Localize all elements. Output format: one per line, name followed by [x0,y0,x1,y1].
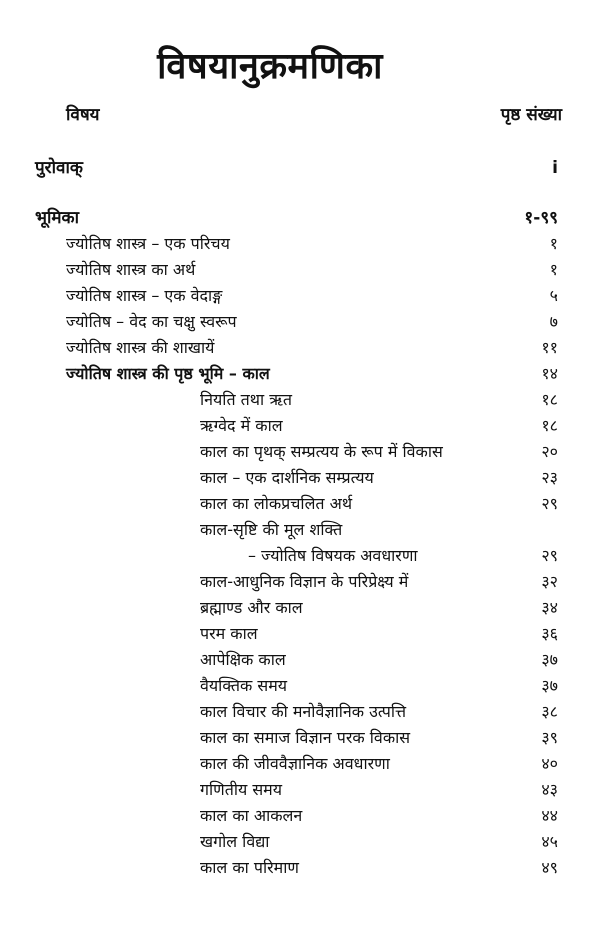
toc-entry-title: काल का लोकप्रचलित अर्थ [200,494,353,513]
toc-entry-title: ब्रह्माण्ड और काल [200,598,303,617]
toc-entry [0,621,600,647]
page-number-column-header: पृष्ठ संख्या [500,105,562,125]
toc-entry-page-number: i [552,158,558,178]
toc-entry-page-number: ३७ [541,676,558,695]
subject-column-header: विषय [66,105,100,125]
toc-entry-title: काल – एक दार्शनिक सम्प्रत्यय [200,468,374,487]
toc-entry [0,387,600,413]
toc-entry-page-number: ३७ [541,650,558,669]
toc-entry [0,361,600,387]
toc-entry-title: ज्योतिष शास्त्र – एक परिचय [66,234,230,253]
toc-entry-page-number: ४५ [541,832,558,851]
toc-entry-page-number: १ [549,234,558,253]
toc-entry [0,465,600,491]
toc-entry-title: काल विचार की मनोवैज्ञानिक उत्पत्ति [200,702,407,721]
toc-entry [0,309,600,335]
toc-entry-page-number: ११ [541,338,558,357]
toc-entry-title: काल-आधुनिक विज्ञान के परिप्रेक्ष्य में [200,572,409,591]
toc-entry-page-number: १४ [541,364,558,383]
toc-entry-page-number: ३२ [541,572,558,591]
toc-entry [0,205,600,231]
toc-entry-title: काल का परिमाण [200,858,299,877]
toc-entry-page-number: २९ [541,494,558,513]
toc-entry-title: ज्योतिष – वेद का चक्षु स्वरूप [66,312,237,331]
toc-entry-title: काल की जीववैज्ञानिक अवधारणा [200,754,390,773]
toc-entry-page-number: २० [541,442,558,461]
toc-entry [0,595,600,621]
toc-entry-page-number: २९ [541,546,558,565]
toc-entry-title: काल का पृथक् सम्प्रत्यय के रूप में विकास [200,442,443,461]
toc-entry [0,699,600,725]
toc-entry [0,673,600,699]
toc-entry [0,517,600,543]
toc-entry-title: ज्योतिष शास्त्र की शाखायें [66,338,215,357]
toc-entry-title: काल-सृष्टि की मूल शक्ति [200,520,343,539]
toc-entry [0,491,600,517]
toc-entry-page-number: १८ [541,416,558,435]
toc-entry-page-number: ३९ [541,728,558,747]
toc-entry [0,543,600,569]
toc-entry-page-number: ४९ [541,858,558,877]
toc-entry-page-number: ४३ [541,780,558,799]
toc-entry [0,751,600,777]
toc-entry-title: खगोल विद्या [200,832,270,851]
toc-entry-page-number: १ [549,260,558,279]
toc-entry [0,777,600,803]
toc-entry-page-number: ४४ [541,806,558,825]
toc-entry-page-number: ४० [541,754,558,773]
toc-entry-title: वैयक्तिक समय [200,676,288,695]
toc-entry [0,829,600,855]
toc-entry [0,855,600,881]
toc-entry-title: काल का समाज विज्ञान परक विकास [200,728,411,747]
toc-entry-title: ऋग्वेद में काल [200,416,283,435]
toc-entry-title: नियति तथा ऋत [200,390,292,409]
toc-entry [0,569,600,595]
toc-entry [0,335,600,361]
toc-entry [0,155,600,181]
toc-entry-page-number: ३४ [541,598,558,617]
toc-entry [0,725,600,751]
toc-entry-title: आपेक्षिक काल [200,650,286,669]
page-title: विषयानुक्रमणिका [157,46,383,87]
toc-entry-page-number: ३६ [541,624,558,643]
toc-entry-page-number: ३८ [541,702,558,721]
toc-entry-title: परम काल [200,624,258,643]
toc-entry [0,413,600,439]
toc-entry-page-number: २३ [541,468,558,487]
toc-entry-title: पुरोवाक् [35,158,83,178]
toc-entry [0,803,600,829]
toc-entry-page-number: १८ [541,390,558,409]
toc-entry-title: भूमिका [35,208,79,228]
toc-entry-page-number: १-९९ [524,208,558,228]
toc-entry [0,283,600,309]
toc-entry-title: ज्योतिष शास्त्र की पृष्ठ भूमि – काल [66,364,270,383]
toc-entry [0,439,600,465]
toc-entry-page-number: ७ [549,312,558,331]
toc-entry [0,647,600,673]
toc-entry [0,231,600,257]
toc-entry-title: ज्योतिष शास्त्र – एक वेदाङ्ग [66,286,223,305]
toc-entry-title: ज्योतिष शास्त्र का अर्थ [66,260,196,279]
toc-entry [0,257,600,283]
toc-entry-title: गणितीय समय [200,780,283,799]
toc-entry-page-number: ५ [549,286,558,305]
toc-entry-title: काल का आकलन [200,806,303,825]
toc-entry-title: – ज्योतिष विषयक अवधारणा [248,546,418,565]
